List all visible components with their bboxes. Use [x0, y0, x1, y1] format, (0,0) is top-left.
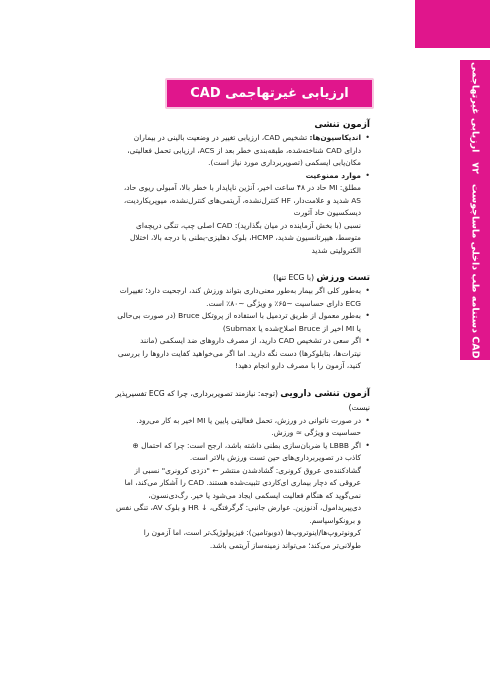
top-band [0, 0, 500, 48]
list-item: • موارد ممنوعیت [115, 170, 370, 183]
section-heading-pharmacologic-test: آزمون تنشی دارویی (توجه: نیازمند تصویربرداری، چرا که ECG تفسیرپذیر نیست) [115, 388, 370, 412]
paragraph-vasodilators: گشادکننده‌ی عروق کرونری: گشادشدن منتشر ← "دزدی کرونری" نسبی از عروقی که دچار بیماری ای‌کاردی تثبیت‌شده هستند. CAD را آشکار می‌کند، اما نمی‌گوید که هنگام فعالیت ایسکمی ایجاد می‌شود یا خیر. رگ‌دی‌نسون، دی‌پیریدامول، آدنوزین. عوارض جانبی: گرگرفتگی، ↓ HR و بلوک AV، تنگی نفس و برونکواسپاسم. [116, 465, 361, 525]
list-item: • اندیکاسیون‌ها: تشخیص CAD، ارزیابی تغییر در وضعیت بالینی در بیماران دارای CAD شناخته‌شده، طبقه‌بندی خطر بعد از ACS، ارزیابی تحمل فعالیتی، مکان‌یابی ایسکمی (تصویربرداری مورد نیاز است). [115, 132, 370, 170]
chapter-title: ارزیابی غیرتهاجمی CAD [190, 86, 349, 101]
chapter-title-box [165, 78, 374, 109]
side-tab-text: دستنامه طب داخلی ماساچوست ۷۲ ارزیابی غیرتهاجمی CAD [469, 61, 481, 359]
paragraph-inotropes: کرونوتروپ‌ها/اینوتروپ‌ها (دوبوتامین): فیزیولوژیک‌تر است، اما آزمون را طولانی‌تر می‌کند؛ می‌تواند زمینه‌ساز آریتمی باشد. [143, 528, 361, 550]
list-item: • اگر سعی در تشخیص CAD دارید، از مصرف داروهای ضد ایسکمی (مانند نیترات‌ها، بتابلوکرها) دست نگه دارید. اما اگر می‌خواهید کفایت داروها را بررسی کنید، آزمون را با مصرف دارو انجام دهید! [115, 335, 370, 373]
list-item: • در صورت ناتوانی در ورزش، تحمل فعالیتی پایین یا MI اخیر به کار می‌رود. حساسیت و ویژگی ≈ ورزش. [115, 415, 370, 440]
list-item: • به‌طور معمول از طریق تردمیل با استفاده از پروتکل Bruce (در صورت بی‌حالی یا MI اخیر از Bruce اصلاح‌شده یا Submax) [115, 310, 370, 335]
corner-block [415, 0, 490, 48]
list-item: • اگر LBBB یا ضربان‌سازی بطنی داشته باشد، ارجح است: چرا که احتمال ⊕ کاذب در تصویربرداری‌های حین تست ورزش بالاتر است. [115, 440, 370, 465]
section-heading-stress-test: آزمون تنشی [314, 120, 370, 130]
section-heading-exercise-test: تست ورزش (با ECG تنها) [273, 273, 370, 283]
side-tab [460, 60, 490, 360]
main-content [115, 118, 370, 552]
list-subitem-absolute: مطلق: MI حاد در ۴۸ ساعت اخیر، آنژین ناپایدار با خطر بالا، آمبولی ریوی حاد، AS شدید و علامت‌دار، HF کنترل‌نشده، آریتمی‌های کنترل‌نشده، میوپریکاردیت، دیسکسیون حاد آئورت [123, 183, 361, 217]
list-subitem-relative: نسبی (با بخش آزماینده در میان بگذارید): CAD اصلی چپ، تنگی دریچه‌ای متوسط، هیپرتانسیون شدید، HCMP، بلوک دهلیزی-بطنی با درجه بالا، اختلال الکترولیتی شدید [129, 220, 361, 255]
list-item: • به‌طور کلی اگر بیمار به‌طور معنی‌داری بتواند ورزش کند، ارجحیت دارد؛ تغییرات ECG دارای حساسیت ~۶۵٪ و ویژگی ~۸۰٪ است. [115, 285, 370, 310]
